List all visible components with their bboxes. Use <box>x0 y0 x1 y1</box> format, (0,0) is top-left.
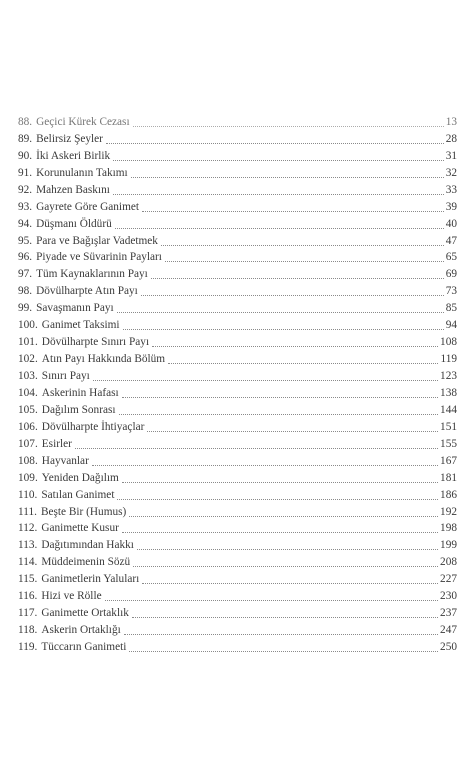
toc-entry-number: 118. <box>18 624 38 637</box>
toc-entry <box>18 451 457 468</box>
toc-entry <box>18 620 457 637</box>
table-of-contents <box>18 112 457 654</box>
toc-entry <box>18 552 457 569</box>
dot-leader <box>75 447 438 449</box>
toc-entry-number: 90. <box>18 149 33 162</box>
toc-entry <box>18 535 457 552</box>
toc-entry <box>18 281 457 298</box>
toc-entry-number: 95. <box>18 234 33 247</box>
toc-entry-number: 93. <box>18 200 33 213</box>
toc-entry <box>18 519 457 536</box>
toc-entry-page-number: 31 <box>445 149 457 162</box>
dot-leader <box>115 227 444 229</box>
toc-entry-number: 103. <box>18 370 38 382</box>
toc-entry-number: 88. <box>18 115 33 128</box>
toc-entry-title: Askerinin Hafası <box>41 386 119 399</box>
toc-entry-title: Tüm Kaynaklarının Payı <box>36 268 148 281</box>
toc-entry-title: Savaşmanın Payı <box>36 302 114 315</box>
toc-entry <box>18 383 457 400</box>
toc-entry-number: 89. <box>18 132 33 145</box>
toc-entry-number: 108. <box>18 454 38 467</box>
toc-entry-title: Dövülharpte İhtiyaçlar <box>41 420 145 433</box>
toc-entry-page-number: 65 <box>445 251 457 264</box>
toc-entry-title: Para ve Bağışlar Vadetmek <box>36 234 158 247</box>
dot-leader <box>129 650 438 652</box>
dot-leader <box>151 277 444 279</box>
toc-entry-page-number: 186 <box>440 488 457 501</box>
toc-entry <box>18 180 457 197</box>
dot-leader <box>123 328 444 330</box>
dot-leader <box>168 362 438 364</box>
toc-entry-title: Mahzen Baskını <box>36 183 110 196</box>
toc-entry <box>18 502 457 519</box>
toc-entry-page-number: 198 <box>440 522 457 535</box>
dot-leader <box>93 379 438 381</box>
toc-entry-page-number: 250 <box>440 641 457 653</box>
toc-entry <box>18 468 457 485</box>
toc-entry-number: 110. <box>18 488 38 501</box>
toc-entry <box>18 569 457 586</box>
toc-entry <box>18 332 457 349</box>
toc-entry-title: Dövülharpte Sınırı Payı <box>41 336 150 349</box>
toc-entry-title: Dövülharpte Atın Payı <box>36 285 138 298</box>
toc-entry-number: 106. <box>18 420 38 433</box>
dot-leader <box>92 464 438 466</box>
toc-entry-title: Beşte Bir (Humus) <box>40 505 127 518</box>
toc-entry <box>18 197 457 214</box>
toc-entry-title: Hizi ve Rölle <box>41 590 102 603</box>
toc-entry-title: Esirler <box>41 437 72 450</box>
toc-entry-number: 109. <box>18 471 38 484</box>
toc-entry-page-number: 247 <box>440 624 457 637</box>
toc-entry-number: 112. <box>18 522 38 535</box>
toc-entry-page-number: 138 <box>440 386 457 399</box>
toc-entry-page-number: 32 <box>445 166 457 179</box>
toc-entry-number: 101. <box>18 336 38 349</box>
dot-leader <box>106 142 444 144</box>
toc-entry-number: 100. <box>18 319 38 332</box>
dot-leader <box>113 159 444 161</box>
toc-entry <box>18 163 457 180</box>
toc-entry <box>18 264 457 281</box>
dot-leader <box>142 210 444 212</box>
toc-entry-page-number: 108 <box>440 336 457 349</box>
toc-entry-page-number: 119 <box>440 353 457 366</box>
dot-leader <box>133 565 438 567</box>
toc-entry <box>18 112 457 129</box>
toc-entry-title: Korunulanın Takımı <box>36 166 128 179</box>
toc-entry-number: 92. <box>18 183 33 196</box>
toc-entry <box>18 485 457 502</box>
dot-leader <box>124 633 438 635</box>
toc-entry <box>18 417 457 434</box>
toc-entry-number: 116. <box>18 590 38 603</box>
dot-leader <box>129 515 438 517</box>
toc-entry-number: 104. <box>18 386 38 399</box>
toc-entry-title: Satılan Ganimet <box>41 488 115 501</box>
toc-entry <box>18 434 457 451</box>
toc-entry-page-number: 192 <box>440 505 457 518</box>
toc-entry-title: Sınırı Payı <box>41 370 90 382</box>
toc-entry-page-number: 123 <box>440 370 457 382</box>
toc-entry-page-number: 208 <box>440 556 457 569</box>
toc-entry <box>18 637 457 654</box>
toc-entry-number: 102. <box>18 353 38 366</box>
dot-leader <box>122 481 438 483</box>
toc-entry <box>18 349 457 366</box>
dot-leader <box>132 616 438 618</box>
dot-leader <box>113 193 444 195</box>
toc-entry-page-number: 69 <box>445 268 457 281</box>
toc-entry-page-number: 199 <box>440 539 457 552</box>
toc-entry-page-number: 28 <box>445 132 457 145</box>
toc-entry-number: 97. <box>18 268 33 281</box>
toc-entry-page-number: 40 <box>445 217 457 230</box>
toc-entry-title: Tüccarın Ganimeti <box>41 641 127 653</box>
dot-leader <box>161 244 444 246</box>
toc-entry-number: 107. <box>18 437 38 450</box>
toc-entry-number: 113. <box>18 539 38 552</box>
toc-entry-number: 111. <box>18 505 37 518</box>
toc-entry-title: Düşmanı Öldürü <box>36 217 112 230</box>
toc-entry-title: Dağılım Sonrası <box>41 403 116 416</box>
toc-entry-title: Piyade ve Süvarinin Payları <box>36 251 162 264</box>
toc-entry-title: Atın Payı Hakkında Bölüm <box>41 353 166 366</box>
toc-entry-page-number: 33 <box>445 183 457 196</box>
toc-entry-page-number: 39 <box>445 200 457 213</box>
dot-leader <box>117 498 438 500</box>
toc-entry-page-number: 155 <box>440 437 457 450</box>
toc-entry-number: 119. <box>18 641 38 653</box>
toc-entry-title: Geçici Kürek Cezası <box>36 115 130 128</box>
toc-entry-title: Gayrete Göre Ganimet <box>36 200 140 213</box>
toc-entry-number: 115. <box>18 573 38 586</box>
toc-entry <box>18 315 457 332</box>
toc-entry <box>18 214 457 231</box>
toc-entry-title: Belirsiz Şeyler <box>36 132 103 145</box>
toc-entry-page-number: 85 <box>445 302 457 315</box>
toc-entry-number: 105. <box>18 403 38 416</box>
toc-entry-number: 114. <box>18 556 38 569</box>
toc-entry-page-number: 13 <box>445 115 457 128</box>
dot-leader <box>152 345 438 347</box>
toc-entry-number: 98. <box>18 285 33 298</box>
toc-entry <box>18 603 457 620</box>
toc-entry-number: 96. <box>18 251 33 264</box>
dot-leader <box>117 311 444 313</box>
dot-leader <box>142 582 438 584</box>
dot-leader <box>105 599 438 601</box>
toc-entry <box>18 400 457 417</box>
dot-leader <box>119 413 439 415</box>
toc-entry-page-number: 167 <box>440 454 457 467</box>
toc-entry-number: 99. <box>18 302 33 315</box>
toc-entry-page-number: 181 <box>440 471 457 484</box>
toc-entry <box>18 366 457 383</box>
toc-entry-title: Müddeimenin Sözü <box>41 556 131 569</box>
toc-entry-title: Ganimet Taksimi <box>41 319 120 332</box>
toc-entry-page-number: 94 <box>445 319 457 332</box>
dot-leader <box>165 260 444 262</box>
toc-entry-title: Ganimette Kusur <box>41 522 119 535</box>
toc-entry-page-number: 227 <box>440 573 457 586</box>
toc-entry-page-number: 47 <box>445 234 457 247</box>
dot-leader <box>122 531 438 533</box>
toc-entry <box>18 586 457 603</box>
toc-entry-page-number: 73 <box>445 285 457 298</box>
dot-leader <box>141 294 444 296</box>
toc-entry <box>18 248 457 265</box>
toc-entry-title: Dağıtımından Hakkı <box>41 539 134 552</box>
dot-leader <box>133 125 444 127</box>
toc-entry-number: 94. <box>18 217 33 230</box>
toc-entry <box>18 298 457 315</box>
dot-leader <box>137 548 438 550</box>
toc-entry-page-number: 237 <box>440 607 457 620</box>
toc-entry-title: Askerin Ortaklığı <box>41 624 121 637</box>
toc-entry-title: Yeniden Dağılım <box>41 471 119 484</box>
toc-entry-number: 117. <box>18 607 38 620</box>
dot-leader <box>147 430 438 432</box>
toc-entry <box>18 146 457 163</box>
toc-entry-title: Hayvanlar <box>41 454 89 467</box>
dot-leader <box>122 396 438 398</box>
toc-entry-page-number: 151 <box>440 420 457 433</box>
toc-entry-title: İki Askeri Birlik <box>36 149 111 162</box>
toc-entry-title: Ganimetlerin Yaluları <box>41 573 140 586</box>
dot-leader <box>131 176 444 178</box>
toc-entry-page-number: 144 <box>440 403 457 416</box>
toc-entry-number: 91. <box>18 166 33 179</box>
toc-entry <box>18 231 457 248</box>
toc-entry-page-number: 230 <box>440 590 457 603</box>
toc-entry <box>18 129 457 146</box>
toc-entry-title: Ganimette Ortaklık <box>41 607 129 620</box>
